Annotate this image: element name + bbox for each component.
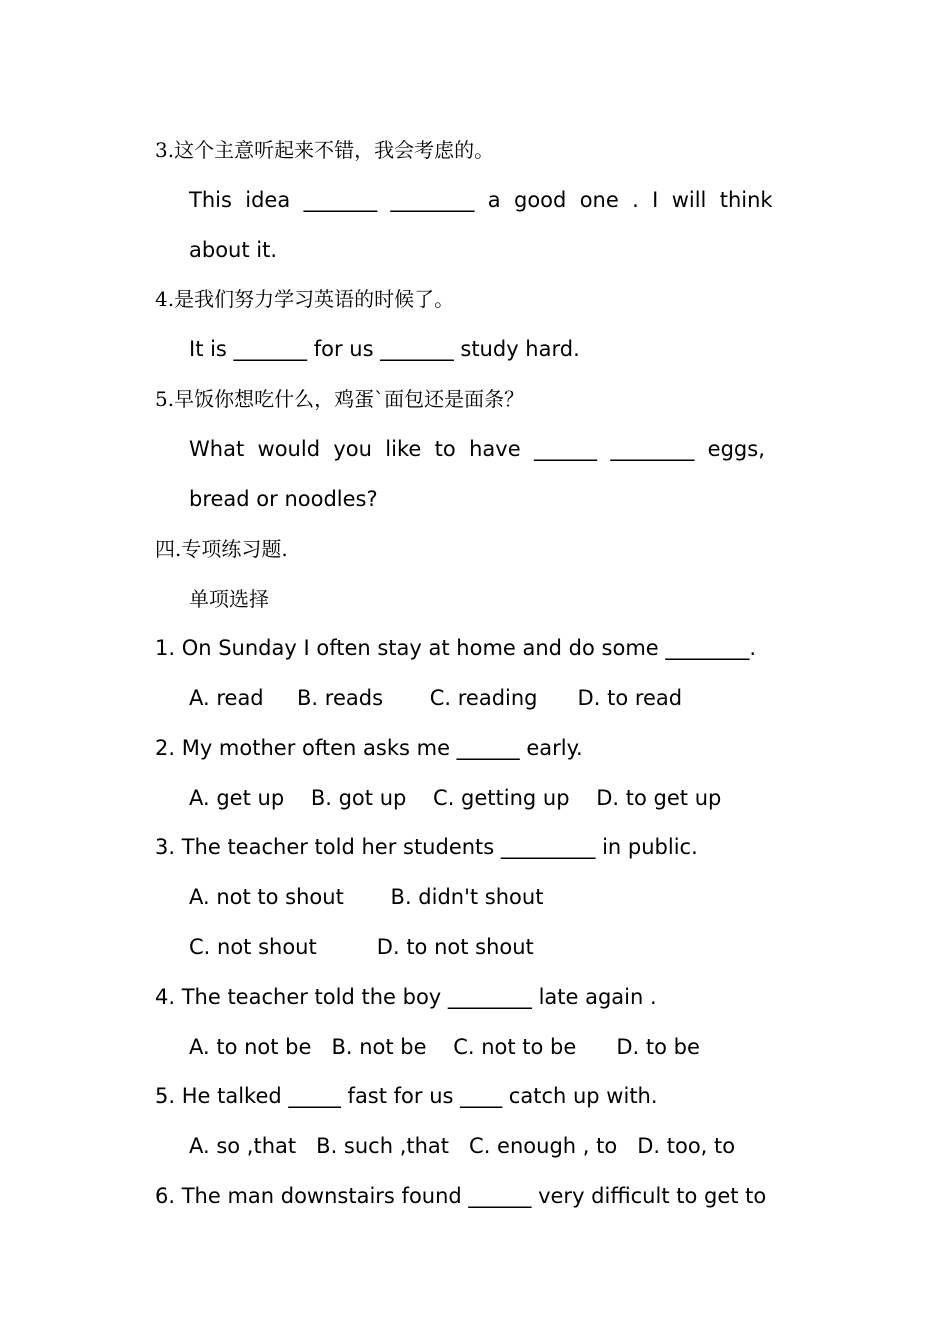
- mc-question-6: 6. The man downstairs found ______ very difficult to get to: [155, 1184, 767, 1208]
- translation-item-3-english-line-2: about it.: [189, 238, 278, 262]
- mc-question-4-options: A. to not be B. not be C. not to be D. to be: [189, 1035, 700, 1059]
- mc-question-3-options-line-1: A. not to shout B. didn't shout: [189, 885, 544, 909]
- mc-question-4: 4. The teacher told the boy ________ late again .: [155, 985, 657, 1009]
- mc-question-3: 3. The teacher told her students _________ in public.: [155, 835, 698, 859]
- section-heading: 四.专项练习题.: [155, 537, 288, 561]
- mc-question-1: 1. On Sunday I often stay at home and do some ________.: [155, 636, 757, 660]
- translation-item-5-chinese: 5.早饭你想吃什么，鸡蛋`面包还是面条？: [155, 387, 525, 411]
- mc-question-5: 5. He talked _____ fast for us ____ catch up with.: [155, 1084, 658, 1108]
- translation-item-3-english-line-1: This idea _______ ________ a good one . I will think: [189, 188, 773, 212]
- mc-question-2: 2. My mother often asks me ______ early.: [155, 736, 583, 760]
- translation-item-5-english-line-1: What would you like to have ______ ________ eggs,: [189, 437, 765, 461]
- section-subheading: 单项选择: [189, 587, 269, 611]
- translation-item-5-english-line-2: bread or noodles?: [189, 487, 378, 511]
- mc-question-2-options: A. get up B. got up C. getting up D. to get up: [189, 786, 722, 810]
- mc-question-3-options-line-2: C. not shout D. to not shout: [189, 935, 534, 959]
- translation-item-4-chinese: 4.是我们努力学习英语的时候了。: [155, 287, 455, 311]
- translation-item-3-chinese: 3.这个主意听起来不错，我会考虑的。: [155, 138, 495, 162]
- mc-question-1-options: A. read B. reads C. reading D. to read: [189, 686, 683, 710]
- translation-item-4-english-line-1: It is _______ for us _______ study hard.: [189, 337, 580, 361]
- mc-question-5-options: A. so ,that B. such ,that C. enough , to D. too, to: [189, 1134, 736, 1158]
